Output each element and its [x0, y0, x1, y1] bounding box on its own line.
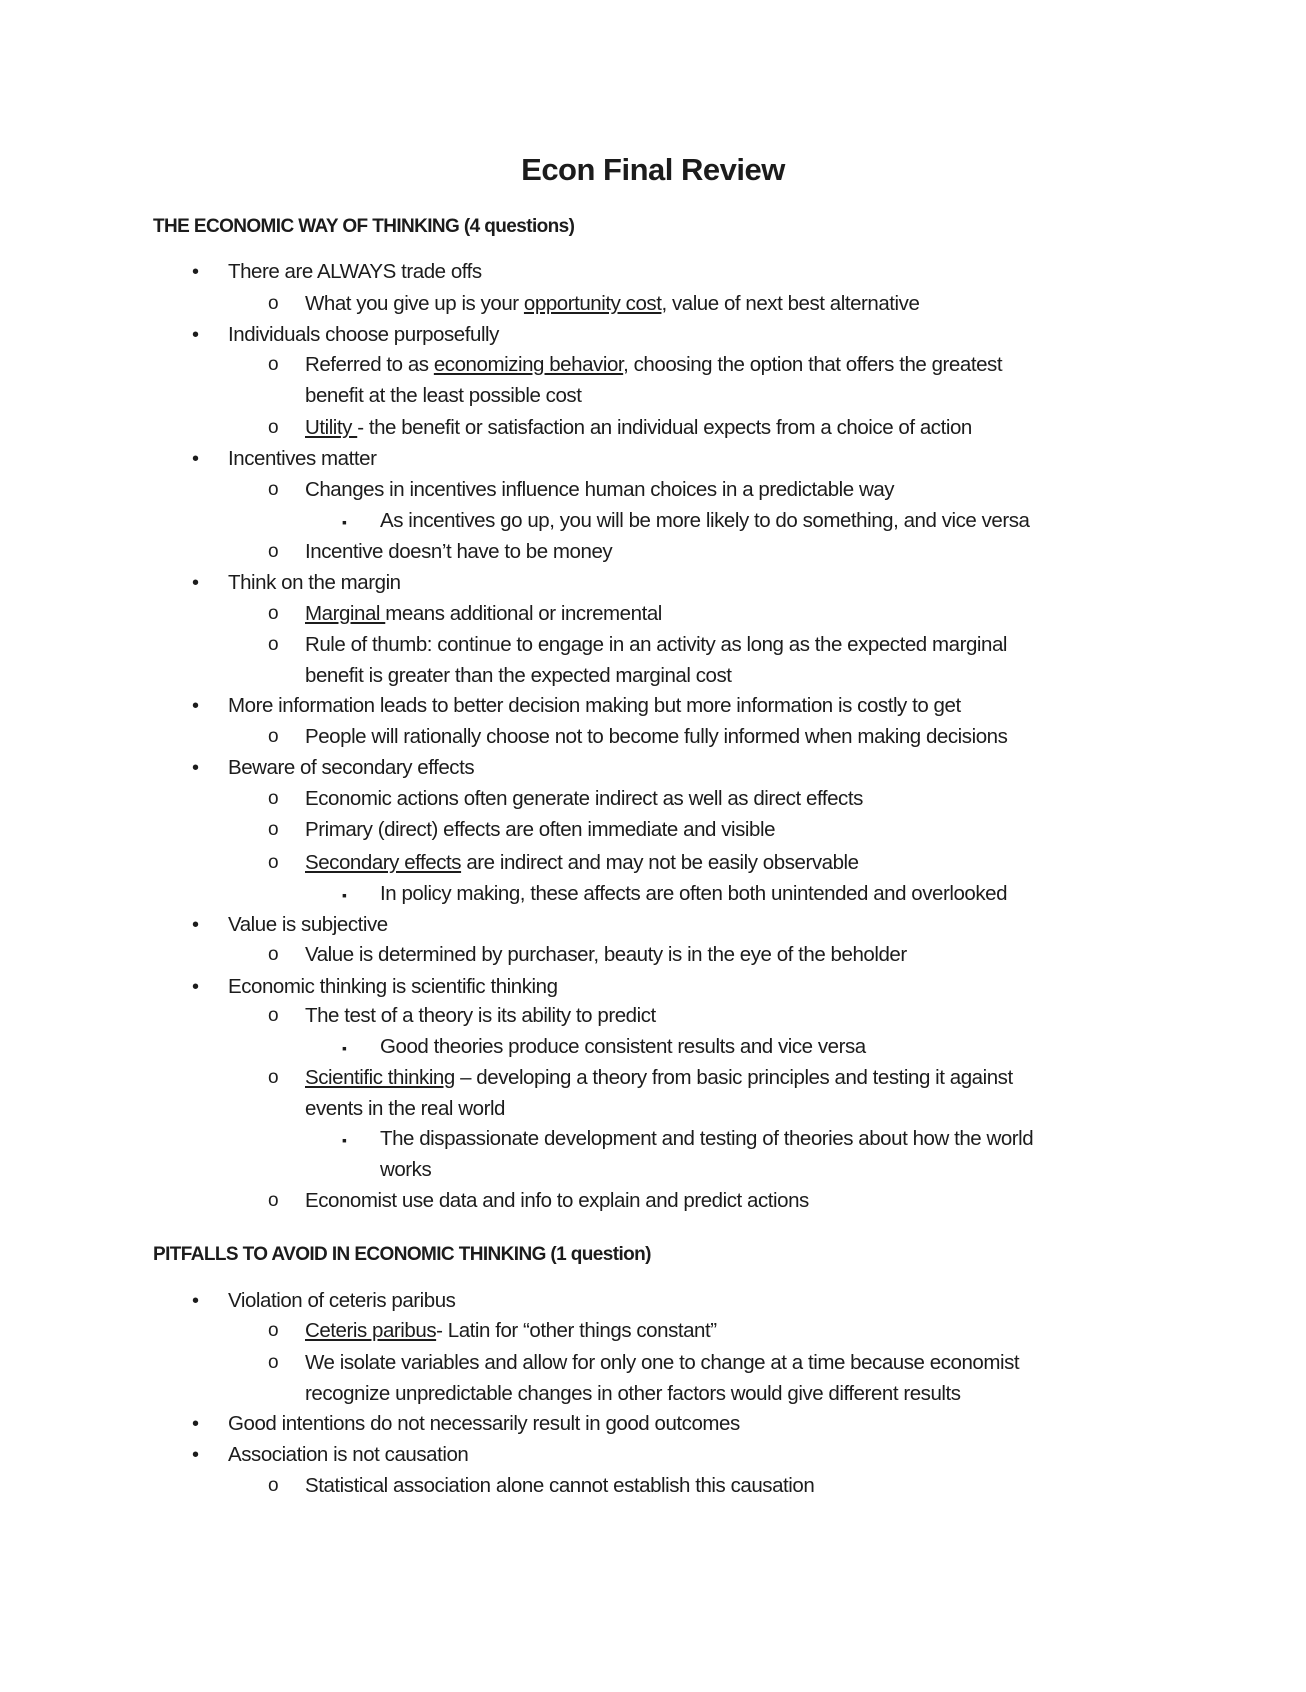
list-item-text — [305, 602, 662, 626]
term-scientific-thinking: Scientific thinking — [305, 1066, 455, 1089]
list-item-text: We isolate variables and allow for only one to change at a time because economist — [305, 1351, 1020, 1374]
list-item-text: The test of a theory is its ability to predict — [305, 1004, 656, 1027]
list-item-continuation: works — [380, 1158, 432, 1181]
list-item-text: Economist use data and info to explain and predict actions — [305, 1189, 809, 1212]
text-segment: What you give up is your — [305, 292, 524, 315]
text-segment: , value of next best alternative — [661, 292, 920, 315]
circle-marker: o — [268, 1352, 279, 1373]
list-item-continuation: events in the real world — [305, 1097, 506, 1120]
circle-marker: o — [268, 634, 279, 655]
circle-marker: o — [268, 479, 279, 500]
list-item-continuation: benefit is greater than the expected marginal cost — [305, 664, 732, 687]
list-item-continuation: recognize unpredictable changes in other factors would give different results — [305, 1382, 961, 1405]
term-secondary-effects: Secondary effects — [305, 851, 462, 874]
list-item-text: Beware of secondary effects — [228, 756, 475, 779]
text-segment: - the benefit or satisfaction an individual expects from a choice of action — [357, 416, 972, 439]
square-marker: ▪ — [342, 887, 347, 903]
bullet-marker: • — [192, 1290, 199, 1312]
circle-marker: o — [268, 1067, 279, 1088]
bullet-marker: • — [192, 572, 199, 594]
term-utility: Utility — [305, 416, 358, 439]
list-item-text: Incentive doesn’t have to be money — [305, 540, 613, 563]
list-item-text: Changes in incentives influence human choices in a predictable way — [305, 478, 895, 501]
section-heading-pitfalls: PITFALLS TO AVOID IN ECONOMIC THINKING (1 question) — [153, 1244, 651, 1265]
circle-marker: o — [268, 603, 279, 624]
square-marker: ▪ — [342, 514, 347, 530]
list-item-text — [305, 353, 1002, 377]
list-item-text: Value is determined by purchaser, beauty is in the eye of the beholder — [305, 943, 907, 966]
circle-marker: o — [268, 819, 279, 840]
list-item-text: People will rationally choose not to become fully informed when making decisions — [305, 725, 1008, 748]
bullet-marker: • — [192, 1413, 199, 1435]
list-item-text — [305, 292, 919, 316]
list-item-text: In policy making, these affects are often both unintended and overlooked — [380, 882, 1008, 905]
list-item-text: Economic thinking is scientific thinking — [228, 975, 558, 998]
circle-marker: o — [268, 1005, 279, 1026]
list-item-text: Think on the margin — [228, 571, 401, 594]
text-segment: Referred to as — [305, 353, 434, 376]
bullet-marker: • — [192, 448, 199, 470]
list-item-text: Value is subjective — [228, 913, 388, 936]
list-item-text — [305, 1319, 717, 1343]
list-item-text: Association is not causation — [228, 1443, 469, 1466]
term-ceteris-paribus: Ceteris paribus — [305, 1319, 437, 1342]
square-marker: ▪ — [342, 1040, 347, 1056]
bullet-marker: • — [192, 1444, 199, 1466]
text-segment: - Latin for “other things constant” — [436, 1319, 717, 1342]
circle-marker: o — [268, 852, 279, 873]
bullet-marker: • — [192, 914, 199, 936]
list-item-text: More information leads to better decision making but more information is costly to get — [228, 694, 961, 717]
list-item-continuation: benefit at the least possible cost — [305, 384, 582, 407]
list-item-text: Statistical association alone cannot establish this causation — [305, 1474, 815, 1497]
term-opportunity-cost: opportunity cost — [523, 292, 662, 315]
square-marker: ▪ — [342, 1132, 347, 1148]
bullet-marker: • — [192, 695, 199, 717]
circle-marker: o — [268, 1475, 279, 1496]
circle-marker: o — [268, 1320, 279, 1341]
bullet-marker: • — [192, 976, 199, 998]
text-segment: are indirect and may not be easily observable — [461, 851, 859, 874]
circle-marker: o — [268, 944, 279, 965]
term-economizing-behavior: economizing behavior — [433, 353, 624, 376]
circle-marker: o — [268, 541, 279, 562]
text-segment: means additional or incremental — [385, 602, 662, 625]
term-marginal: Marginal — [305, 602, 386, 625]
list-item-text: Good intentions do not necessarily result in good outcomes — [228, 1412, 740, 1435]
list-item-text: The dispassionate development and testing of theories about how the world — [380, 1127, 1034, 1150]
list-item-text — [305, 851, 859, 875]
list-item-text: Economic actions often generate indirect as well as direct effects — [305, 787, 863, 810]
bullet-marker: • — [192, 757, 199, 779]
list-item-text — [305, 416, 972, 440]
circle-marker: o — [268, 417, 279, 438]
list-item-text — [305, 1066, 1013, 1090]
section-heading-economic-way: THE ECONOMIC WAY OF THINKING (4 questions) — [153, 216, 575, 237]
circle-marker: o — [268, 1190, 279, 1211]
list-item-text: Primary (direct) effects are often immediate and visible — [305, 818, 776, 841]
circle-marker: o — [268, 788, 279, 809]
list-item-text: As incentives go up, you will be more likely to do something, and vice versa — [380, 509, 1030, 532]
bullet-marker: • — [192, 261, 199, 283]
list-item-text: Incentives matter — [228, 447, 377, 470]
list-item-text: Good theories produce consistent results and vice versa — [380, 1035, 866, 1058]
text-segment: – developing a theory from basic principles and testing it against — [454, 1066, 1013, 1089]
bullet-marker: • — [192, 324, 199, 346]
list-item-text: There are ALWAYS trade offs — [228, 260, 482, 283]
list-item-text: Rule of thumb: continue to engage in an activity as long as the expected marginal — [305, 633, 1008, 656]
circle-marker: o — [268, 293, 279, 314]
circle-marker: o — [268, 726, 279, 747]
list-item-text: Individuals choose purposefully — [228, 323, 499, 346]
list-item-text: Violation of ceteris paribus — [228, 1289, 456, 1312]
text-segment: , choosing the option that offers the greatest — [623, 353, 1003, 376]
circle-marker: o — [268, 354, 279, 375]
document-title: Econ Final Review — [521, 152, 785, 187]
